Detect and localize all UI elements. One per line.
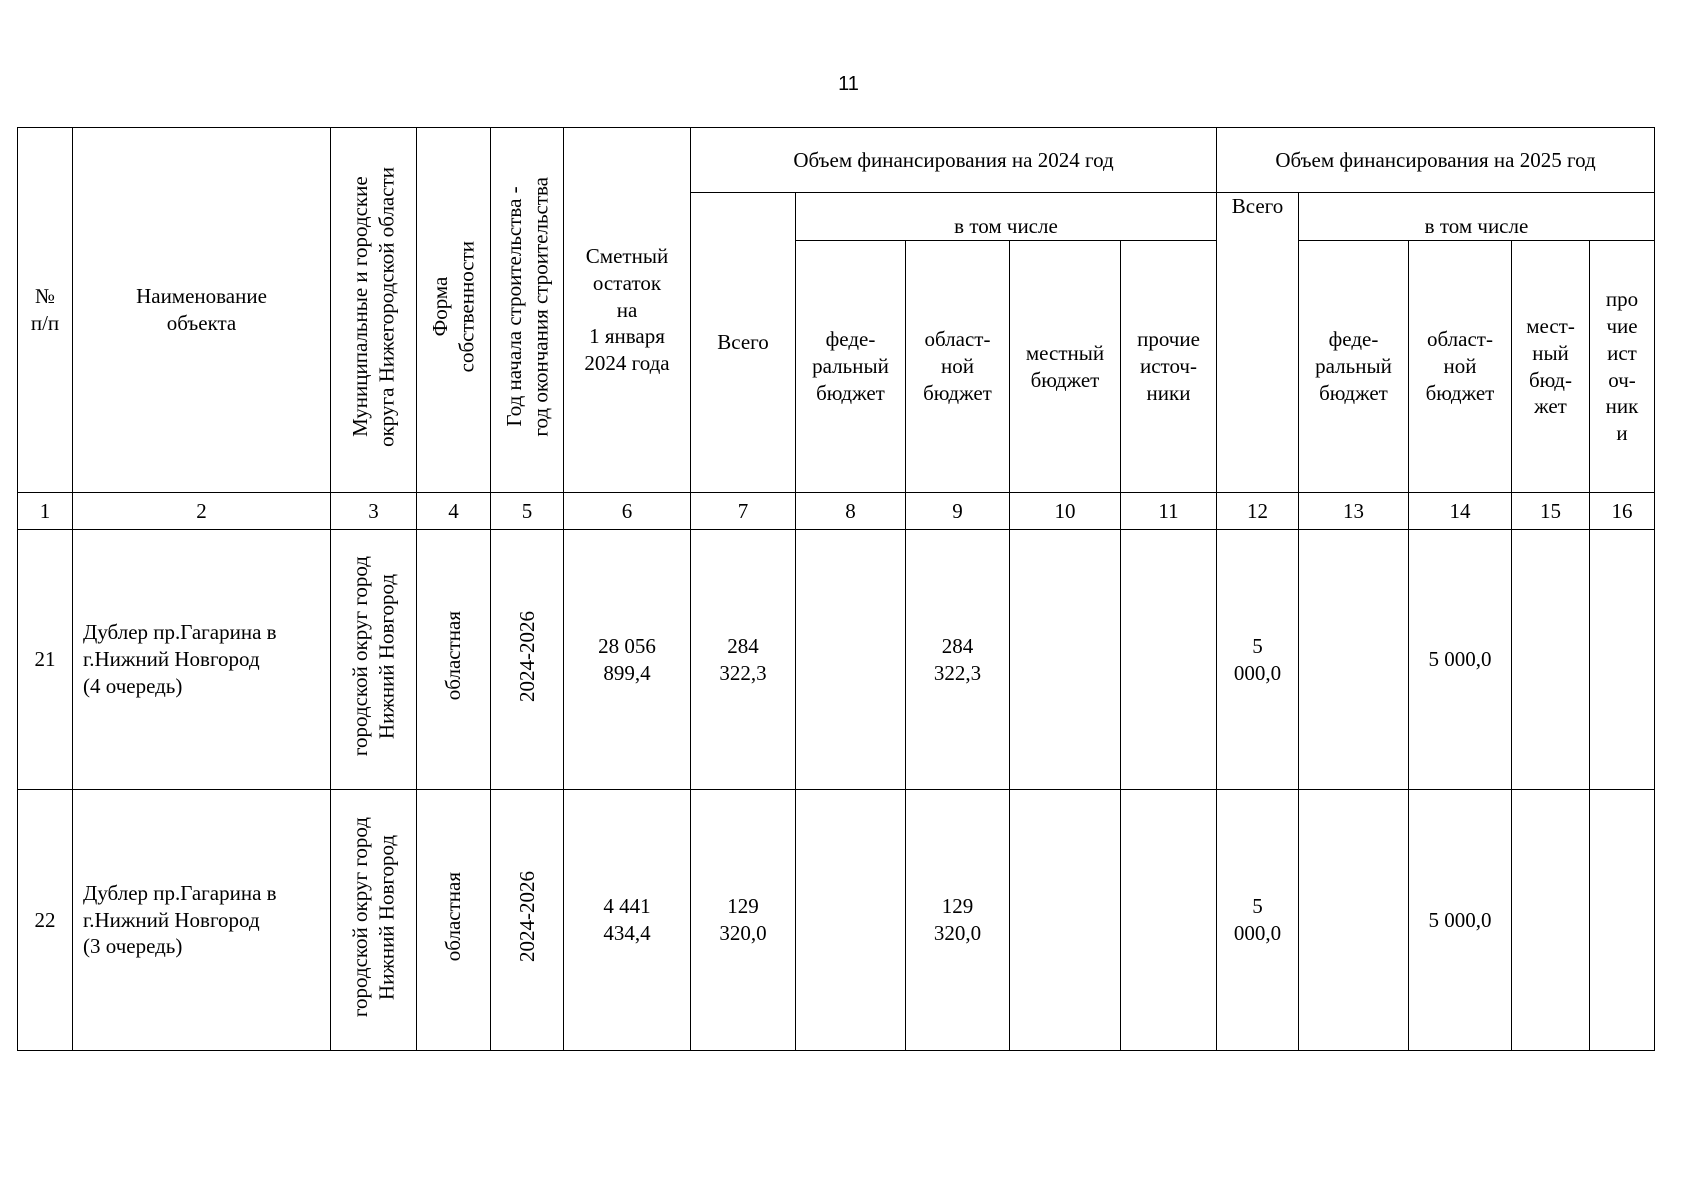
- header-other-2024: прочие источ- ники: [1121, 241, 1217, 493]
- column-number: 8: [796, 493, 906, 530]
- column-number: 11: [1121, 493, 1217, 530]
- row-total-2025: 5 000,0: [1217, 530, 1299, 790]
- header-including-2024: в том числе: [796, 193, 1217, 241]
- row-estimate: 4 441 434,4: [564, 790, 691, 1051]
- header-local-2024: местный бюджет: [1010, 241, 1121, 493]
- row-local-2025: [1512, 530, 1590, 790]
- table-row: [18, 790, 1655, 1051]
- row-federal-2024: [796, 530, 906, 790]
- header-regional-2025: област- ной бюджет: [1409, 241, 1512, 493]
- header-ownership: Форма собственности: [417, 128, 491, 493]
- column-number: 12: [1217, 493, 1299, 530]
- row-local-2025: [1512, 790, 1590, 1051]
- column-number: 1: [18, 493, 73, 530]
- column-number: 10: [1010, 493, 1121, 530]
- header-total-2025: Всего: [1217, 193, 1299, 241]
- column-number: 15: [1512, 493, 1590, 530]
- header-federal-2025: феде- ральный бюджет: [1299, 241, 1409, 493]
- header-years: Год начала строительства - год окончания строительства: [491, 128, 564, 493]
- header-total-2024: Всего: [691, 193, 796, 493]
- header-total-2025-cont: [1217, 241, 1299, 493]
- row-regional-2024: 129 320,0: [906, 790, 1010, 1051]
- header-fin-2024: Объем финансирования на 2024 год: [691, 128, 1217, 193]
- header-row-1: [18, 128, 1655, 193]
- row-other-2024: [1121, 790, 1217, 1051]
- column-number: 3: [331, 493, 417, 530]
- row-federal-2025: [1299, 530, 1409, 790]
- column-number: 13: [1299, 493, 1409, 530]
- column-number: 2: [73, 493, 331, 530]
- row-local-2024: [1010, 530, 1121, 790]
- row-other-2025: [1590, 790, 1655, 1051]
- row-total-2025: 5 000,0: [1217, 790, 1299, 1051]
- header-fin-2025: Объем финансирования на 2025 год: [1217, 128, 1655, 193]
- row-years: 2024-2026: [491, 790, 564, 1051]
- row-regional-2024: 284 322,3: [906, 530, 1010, 790]
- row-years: 2024-2026: [491, 530, 564, 790]
- header-name: Наименование объекта: [73, 128, 331, 493]
- row-object-name: Дублер пр.Гагарина в г.Нижний Новгород (3 очередь): [73, 790, 331, 1051]
- row-regional-2025: 5 000,0: [1409, 790, 1512, 1051]
- row-ownership: областная: [417, 530, 491, 790]
- column-number: 9: [906, 493, 1010, 530]
- column-number: 4: [417, 493, 491, 530]
- row-regional-2025: 5 000,0: [1409, 530, 1512, 790]
- row-total-2024: 129 320,0: [691, 790, 796, 1051]
- header-num: № п/п: [18, 128, 73, 493]
- row-estimate: 28 056 899,4: [564, 530, 691, 790]
- row-num: 22: [18, 790, 73, 1051]
- row-municipality: городской округ город Нижний Новгород: [331, 530, 417, 790]
- row-other-2025: [1590, 530, 1655, 790]
- column-number: 14: [1409, 493, 1512, 530]
- header-regional-2024: област- ной бюджет: [906, 241, 1010, 493]
- header-estimate: Сметный остаток на 1 января 2024 года: [564, 128, 691, 493]
- table-row: [18, 530, 1655, 790]
- row-num: 21: [18, 530, 73, 790]
- column-number: 16: [1590, 493, 1655, 530]
- header-local-2025: мест- ный бюд- жет: [1512, 241, 1590, 493]
- header-federal-2024: феде- ральный бюджет: [796, 241, 906, 493]
- row-total-2024: 284 322,3: [691, 530, 796, 790]
- column-number: 5: [491, 493, 564, 530]
- row-other-2024: [1121, 530, 1217, 790]
- row-object-name: Дублер пр.Гагарина в г.Нижний Новгород (4 очередь): [73, 530, 331, 790]
- header-other-2025: про чие ист оч- ник и: [1590, 241, 1655, 493]
- financing-table: [17, 127, 1655, 1051]
- header-municipality: Муниципальные и городские округа Нижегородской области: [331, 128, 417, 493]
- row-federal-2025: [1299, 790, 1409, 1051]
- header-including-2025: в том числе: [1299, 193, 1655, 241]
- row-federal-2024: [796, 790, 906, 1051]
- row-ownership: областная: [417, 790, 491, 1051]
- column-number: 6: [564, 493, 691, 530]
- column-number: 7: [691, 493, 796, 530]
- column-numbers-row: [18, 493, 1655, 530]
- row-local-2024: [1010, 790, 1121, 1051]
- page-number: 11: [838, 73, 859, 95]
- row-municipality: городской округ город Нижний Новгород: [331, 790, 417, 1051]
